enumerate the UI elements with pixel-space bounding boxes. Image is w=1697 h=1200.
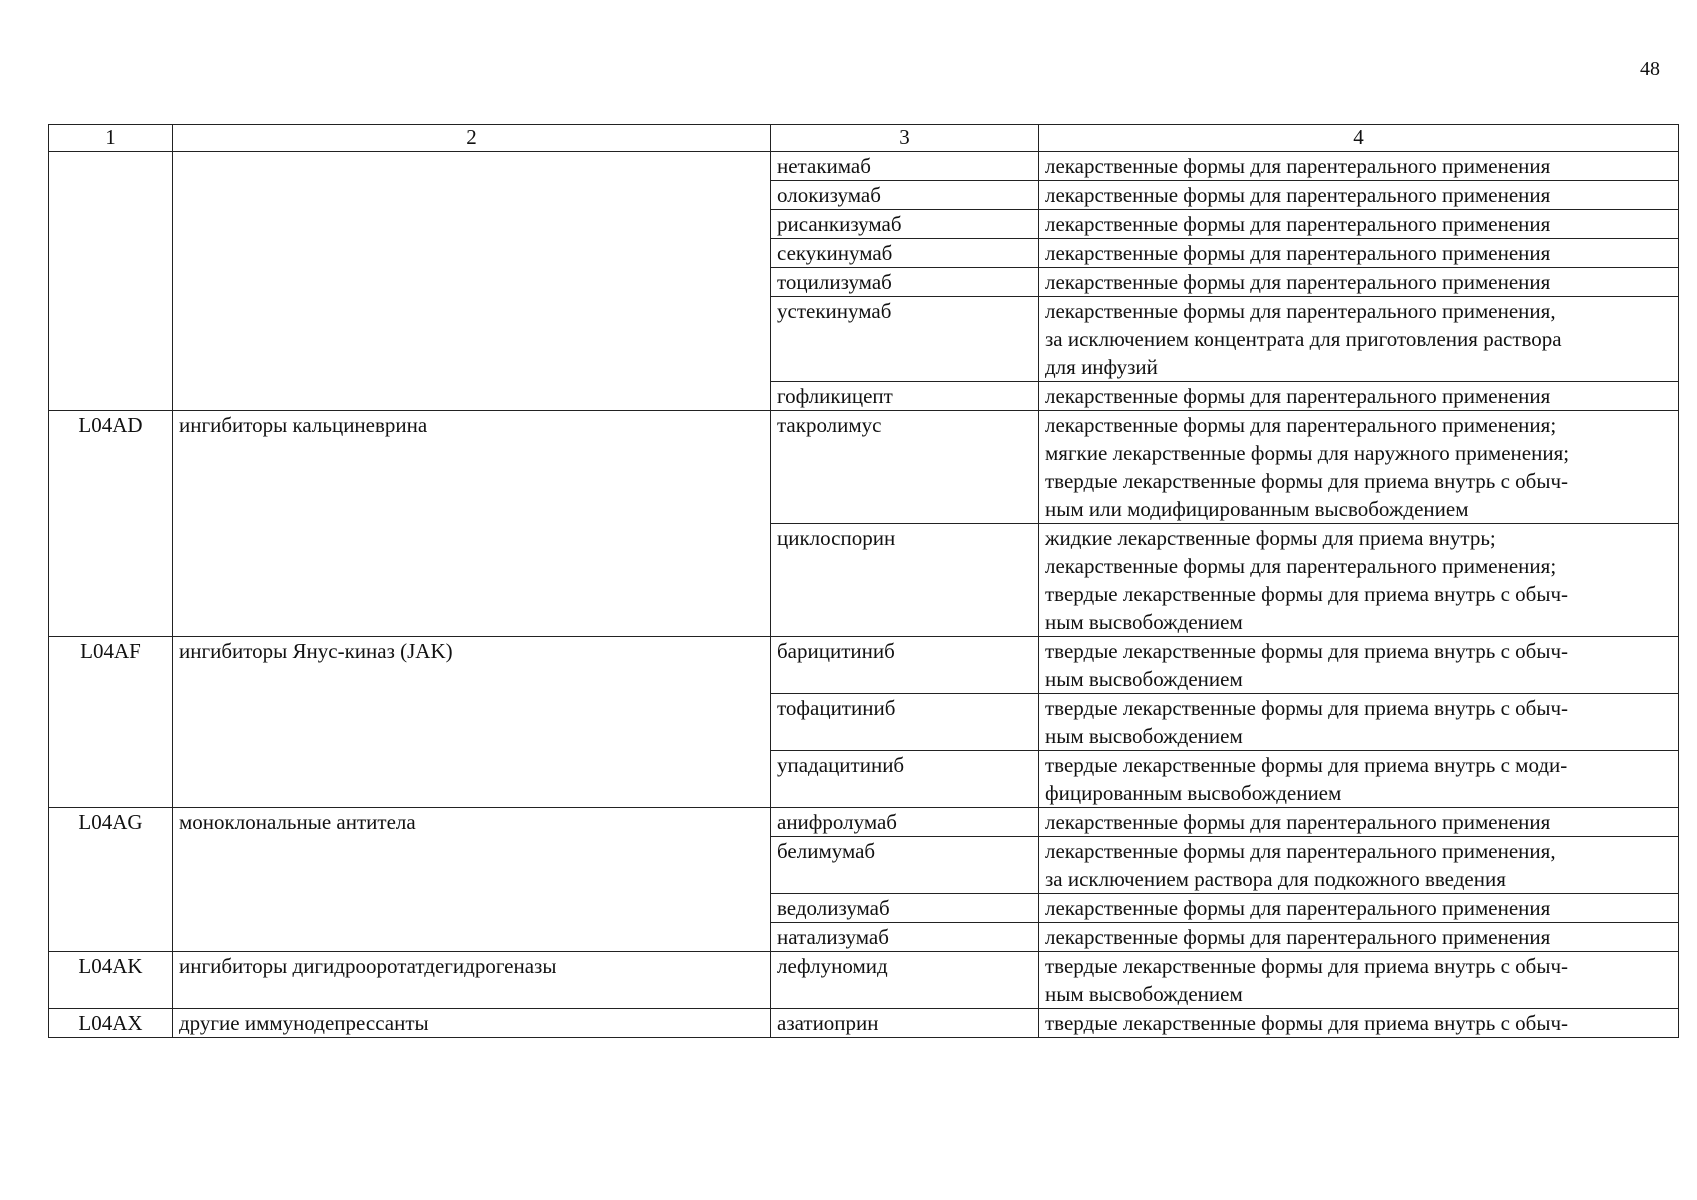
group-name-cell: моноклональные антитела <box>173 808 771 952</box>
dosage-form-line: твердые лекарственные формы для приема внутрь с обыч- <box>1045 639 1569 663</box>
atc-code-cell: L04AX <box>49 1009 173 1038</box>
drug-name-cell: устекинумаб <box>771 297 1039 382</box>
dosage-form-line: фицированным высвобождением <box>1045 781 1342 805</box>
dosage-form-line: твердые лекарственные формы для приема внутрь с обыч- <box>1045 1011 1569 1035</box>
dosage-form-line: лекарственные формы для парентерального применения <box>1045 183 1551 207</box>
dosage-form-cell <box>1039 923 1679 952</box>
atc-code-cell <box>49 152 173 411</box>
group-name-cell: ингибиторы кальциневрина <box>173 411 771 637</box>
dosage-form-line: лекарственные формы для парентерального применения <box>1045 241 1551 265</box>
table-row <box>49 808 1679 837</box>
dosage-form-line: лекарственные формы для парентерального применения <box>1045 154 1551 178</box>
dosage-form-cell <box>1039 152 1679 181</box>
drug-name-cell: натализумаб <box>771 923 1039 952</box>
page-number: 48 <box>1640 58 1660 80</box>
dosage-form-line: ным высвобождением <box>1045 610 1243 634</box>
dosage-form-line: лекарственные формы для парентерального применения <box>1045 384 1551 408</box>
dosage-form-cell <box>1039 808 1679 837</box>
table-row <box>49 637 1679 694</box>
dosage-form-cell <box>1039 181 1679 210</box>
dosage-form-cell <box>1039 637 1679 694</box>
table-row <box>49 1009 1679 1038</box>
drug-name-cell: тофацитиниб <box>771 694 1039 751</box>
dosage-form-cell <box>1039 694 1679 751</box>
drug-name-cell: лефлуномид <box>771 952 1039 1009</box>
table-body <box>49 152 1679 1038</box>
drug-name-cell: анифролумаб <box>771 808 1039 837</box>
drug-name-cell: тоцилизумаб <box>771 268 1039 297</box>
dosage-form-line: лекарственные формы для парентерального применения <box>1045 925 1551 949</box>
dosage-form-line: жидкие лекарственные формы для приема внутрь; <box>1045 526 1496 550</box>
dosage-form-line: ным высвобождением <box>1045 982 1243 1006</box>
drug-name-cell: барицитиниб <box>771 637 1039 694</box>
group-name-cell: другие иммунодепрессанты <box>173 1009 771 1038</box>
dosage-form-cell <box>1039 894 1679 923</box>
dosage-form-line: лекарственные формы для парентерального применения; <box>1045 413 1557 437</box>
column-header-1: 1 <box>49 125 173 152</box>
drug-name-cell: рисанкизумаб <box>771 210 1039 239</box>
drug-name-cell: азатиоприн <box>771 1009 1039 1038</box>
drug-name-cell: гофликицепт <box>771 382 1039 411</box>
dosage-form-cell <box>1039 952 1679 1009</box>
dosage-form-line: мягкие лекарственные формы для наружного применения; <box>1045 441 1570 465</box>
dosage-form-line: лекарственные формы для парентерального применения; <box>1045 554 1557 578</box>
dosage-form-line: твердые лекарственные формы для приема внутрь с обыч- <box>1045 954 1569 978</box>
dosage-form-line: лекарственные формы для парентерального применения, <box>1045 299 1556 323</box>
dosage-form-cell <box>1039 411 1679 524</box>
dosage-form-line: ным высвобождением <box>1045 667 1243 691</box>
drug-name-cell: упадацитиниб <box>771 751 1039 808</box>
dosage-form-line: ным или модифицированным высвобождением <box>1045 497 1469 521</box>
drug-name-cell: такролимус <box>771 411 1039 524</box>
group-name-cell: ингибиторы дигидрооротатдегидрогеназы <box>173 952 771 1009</box>
drug-name-cell: секукинумаб <box>771 239 1039 268</box>
dosage-form-line: твердые лекарственные формы для приема внутрь с обыч- <box>1045 696 1569 720</box>
dosage-form-cell <box>1039 297 1679 382</box>
dosage-form-cell <box>1039 524 1679 637</box>
dosage-form-line: лекарственные формы для парентерального применения <box>1045 810 1551 834</box>
dosage-form-line: ным высвобождением <box>1045 724 1243 748</box>
dosage-form-line: твердые лекарственные формы для приема внутрь с обыч- <box>1045 582 1569 606</box>
dosage-form-line: лекарственные формы для парентерального применения, <box>1045 839 1556 863</box>
drug-name-cell: олокизумаб <box>771 181 1039 210</box>
group-name-cell <box>173 152 771 411</box>
dosage-form-line: лекарственные формы для парентерального применения <box>1045 896 1551 920</box>
column-header-3: 3 <box>771 125 1039 152</box>
dosage-form-line: лекарственные формы для парентерального применения <box>1045 270 1551 294</box>
dosage-form-cell <box>1039 837 1679 894</box>
group-name-cell: ингибиторы Янус-киназ (JAK) <box>173 637 771 808</box>
table-row <box>49 411 1679 524</box>
dosage-form-cell <box>1039 268 1679 297</box>
dosage-form-cell <box>1039 1009 1679 1038</box>
dosage-form-line: за исключением раствора для подкожного введения <box>1045 867 1506 891</box>
dosage-form-line: твердые лекарственные формы для приема внутрь с обыч- <box>1045 469 1569 493</box>
drug-name-cell: ведолизумаб <box>771 894 1039 923</box>
table-row <box>49 152 1679 181</box>
drug-name-cell: нетакимаб <box>771 152 1039 181</box>
dosage-form-line: для инфузий <box>1045 355 1158 379</box>
drug-table <box>48 124 1679 1038</box>
dosage-form-line: за исключением концентрата для приготовления раствора <box>1045 327 1562 351</box>
drug-name-cell: циклоспорин <box>771 524 1039 637</box>
column-header-2: 2 <box>173 125 771 152</box>
dosage-form-line: лекарственные формы для парентерального применения <box>1045 212 1551 236</box>
atc-code-cell: L04AD <box>49 411 173 637</box>
dosage-form-cell <box>1039 210 1679 239</box>
column-header-4: 4 <box>1039 125 1679 152</box>
dosage-form-cell <box>1039 239 1679 268</box>
dosage-form-cell <box>1039 751 1679 808</box>
dosage-form-line: твердые лекарственные формы для приема внутрь с моди- <box>1045 753 1568 777</box>
table-header <box>49 125 1679 152</box>
atc-code-cell: L04AF <box>49 637 173 808</box>
atc-code-cell: L04AK <box>49 952 173 1009</box>
table-row <box>49 952 1679 1009</box>
atc-code-cell: L04AG <box>49 808 173 952</box>
dosage-form-cell <box>1039 382 1679 411</box>
drug-name-cell: белимумаб <box>771 837 1039 894</box>
